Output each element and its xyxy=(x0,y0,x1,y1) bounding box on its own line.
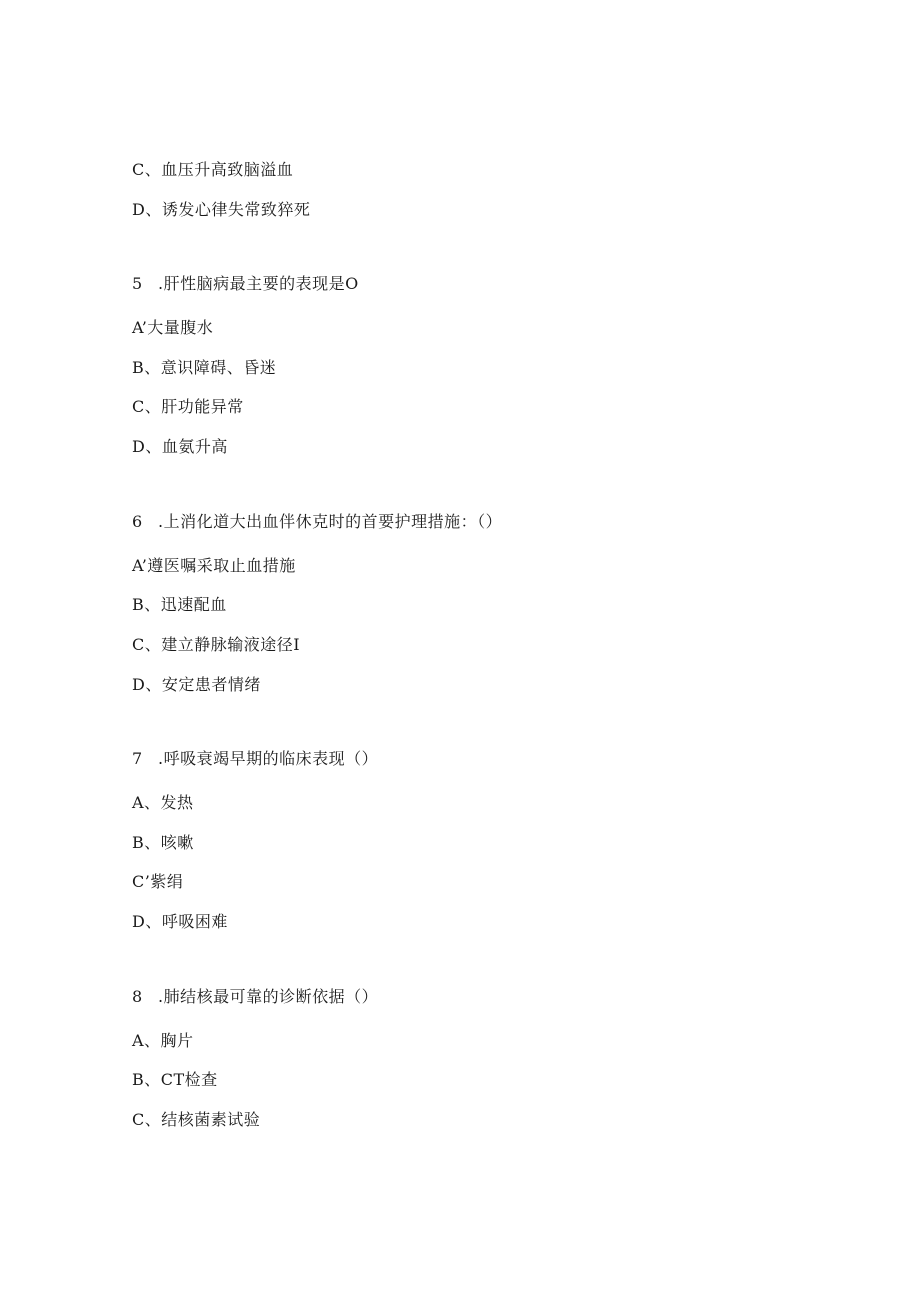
q5-option-d: D、血氨升高 xyxy=(132,437,228,456)
q6-option-a: A’遵医嘱采取止血措施 xyxy=(132,556,296,575)
q4-option-d: D、诱发心律失常致猝死 xyxy=(132,200,311,219)
q8-option-c: C、结核菌素试验 xyxy=(132,1110,261,1129)
q8-stem-text: .肺结核最可靠的诊断依据（） xyxy=(158,987,379,1006)
q8-stem xyxy=(132,987,378,1007)
q7-option-c: C’紫绢 xyxy=(132,872,184,891)
q8-number: 8 xyxy=(132,987,143,1006)
q8-option-a: A、胸片 xyxy=(132,1031,194,1050)
q6-stem xyxy=(132,512,502,532)
q7-stem xyxy=(132,749,378,769)
q6-option-c: C、建立静脉输液途径I xyxy=(132,635,301,654)
q6-number: 6 xyxy=(132,512,143,531)
q7-option-a: A、发热 xyxy=(132,793,194,812)
q5-stem-text: .肝性脑病最主要的表现是O xyxy=(158,274,359,293)
q7-option-d: D、呼吸困难 xyxy=(132,912,228,931)
q7-option-b: B、咳嗽 xyxy=(132,833,194,852)
q6-stem-text: .上消化道大出血伴休克时的首要护理措施：（） xyxy=(158,512,503,531)
q5-stem xyxy=(132,274,359,294)
q5-option-a: A’大量腹水 xyxy=(132,318,214,337)
q4-option-c: C、血压升高致脑溢血 xyxy=(132,160,294,179)
q8-option-b: B、CT检查 xyxy=(132,1070,218,1089)
q7-stem-text: .呼吸衰竭早期的临床表现（） xyxy=(158,749,379,768)
q5-number: 5 xyxy=(132,274,143,293)
q6-option-b: B、迅速配血 xyxy=(132,595,227,614)
q6-option-d: D、安定患者情绪 xyxy=(132,675,261,694)
q7-number: 7 xyxy=(132,749,143,768)
q5-option-b: B、意识障碍、昏迷 xyxy=(132,358,277,377)
q5-option-c: C、肝功能异常 xyxy=(132,397,244,416)
